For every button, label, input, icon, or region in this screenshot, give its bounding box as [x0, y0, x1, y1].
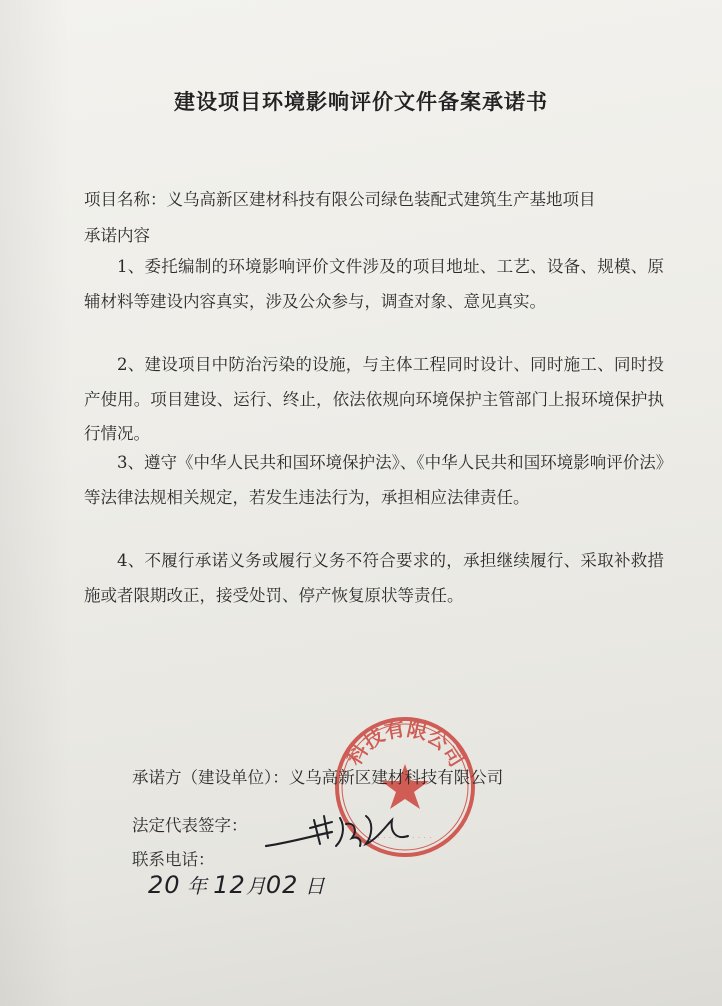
promisor-line — [132, 764, 503, 788]
document-title: 建设项目环境影响评价文件备案承诺书 — [174, 89, 548, 114]
promisor-name: 义乌高新区建材科技有限公司 — [288, 768, 504, 787]
signing-date — [148, 870, 325, 899]
commitment-item-3: 3、遵守《中华人民共和国环境保护法》、《中华人民共和国环境影响评价法》等法律法规相关规定，若发生违法行为，承担相应法律责任。 — [84, 453, 664, 507]
date-day: 02 — [265, 871, 299, 899]
date-year-label: 年 — [186, 874, 207, 898]
project-name: 义乌高新区建材科技有限公司绿色装配式建筑生产基地项目 — [166, 190, 596, 209]
date-year: 20 — [148, 871, 181, 899]
handwritten-signature — [262, 806, 422, 856]
legal-rep-line — [132, 812, 248, 836]
project-label: 项目名称： — [84, 190, 167, 209]
svg-text:科技有限公司: 科技有限公司 — [341, 716, 469, 771]
promisor-label: 承诺方（建设单位）： — [132, 768, 289, 787]
commitment-heading: 承诺内容 — [84, 226, 150, 245]
date-month: 12 — [213, 871, 246, 899]
project-name-line — [84, 186, 596, 210]
legal-rep-label: 法定代表签字： — [132, 816, 248, 835]
commitment-item-2: 2、建设项目中防治污染的设施，与主体工程同时设计、同时施工、同时投产使用。项目建设、运行、终止，依法依规向环境保护主管部门上报环境保护执行情况。 — [84, 355, 664, 443]
date-month-label: 月 — [245, 874, 266, 898]
phone-line — [132, 846, 215, 870]
commitment-item-1: 1、委托编制的环境影响评价文件涉及的项目地址、工艺、设备、规模、原辅材料等建设内容真实，涉及公众参与，调查对象、意见真实。 — [84, 257, 664, 311]
svg-text:· · · · · · · · · ·: · · · · · · · · · · — [377, 835, 433, 842]
commitment-item-4: 4、不履行承诺义务或履行义务不符合要求的，承担继续履行、采取补救措施或者限期改正，接受处罚、停产恢复原状等责任。 — [84, 551, 664, 605]
page-shadow — [0, 0, 70, 1006]
date-day-label: 日 — [304, 874, 325, 898]
phone-label: 联系电话： — [132, 850, 215, 869]
